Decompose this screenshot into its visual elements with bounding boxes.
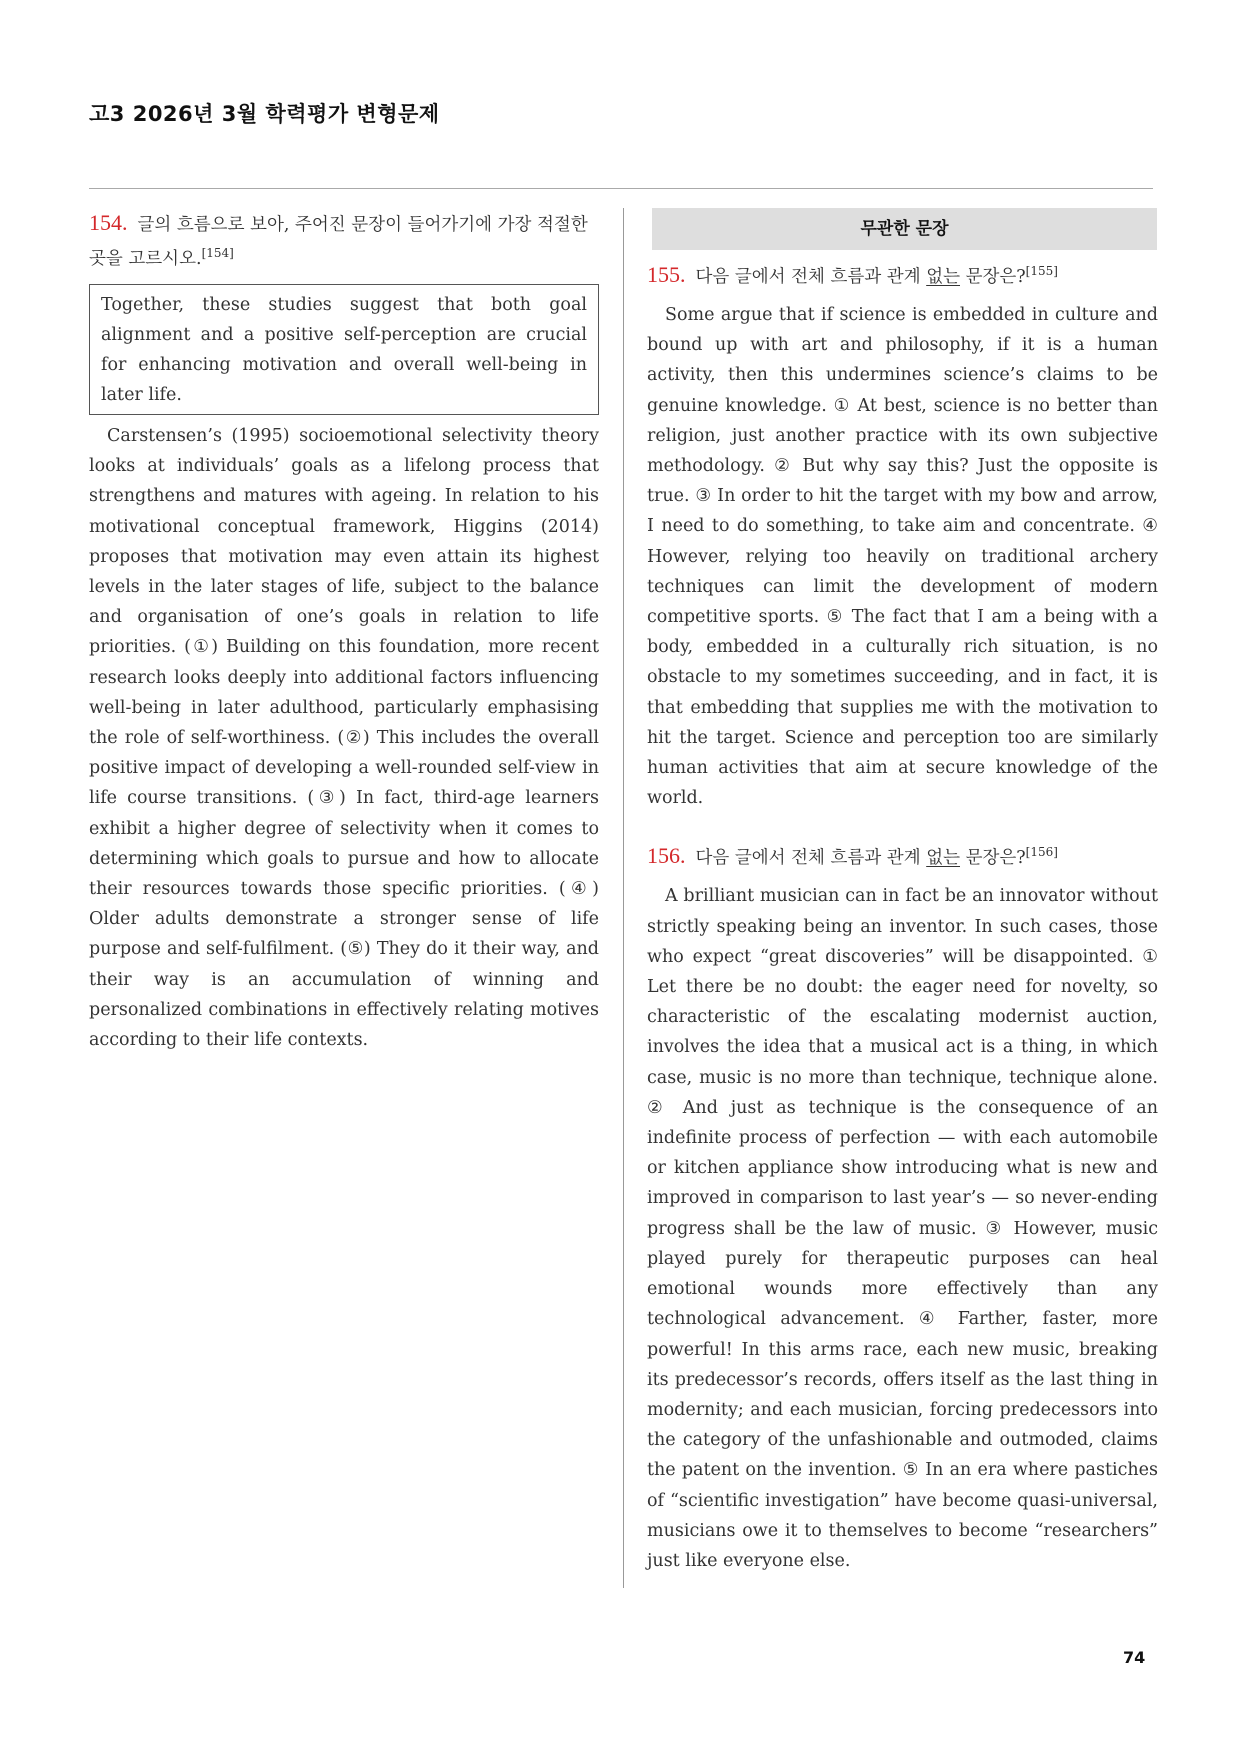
question-156-number: 156. [647,843,686,869]
question-155-passage: Some argue that if science is embedded in culture and bound up with art and philosophy, if it is a human activity, then this undermines science’s claims to be genuine knowledge. ① At best, science is no better than religion, just another practice with its own subjective methodology. ② But why say this? Just the opposite is true. ③ In order to hit the target with my bow and arrow, I need to do something, to take aim and concentrate. ④ However, relying too heavily on traditional archery techniques can limit the development of modern competitive sports. ⑤ The fact that I am a being with a body, embedded in a culturally rich situation, is no obstacle to my sometimes succeeding, and in fact, it is that embedding that supplies me with the motivation to hit the target. Science and perception too are similarly human activities that aim at secure knowledge of the world. [647,305,1158,809]
question-155-ref: [155] [1025,264,1058,279]
question-155-prompt-after: 문장은? [960,267,1026,287]
question-156-heading [647,839,1158,875]
section-banner: 무관한 문장 [652,208,1157,250]
header-divider [89,188,1153,189]
question-156-prompt-after: 문장은? [960,848,1026,869]
question-155-heading [647,258,1158,294]
left-column [89,206,599,1055]
question-154-ref: [154] [201,246,234,261]
question-156-ref: [156] [1025,845,1058,860]
question-154-number: 154. [89,210,128,235]
given-sentence-box: Together, these studies suggest that both goal alignment and a positive self-perception are crucial for enhancing motivation and overall well-being in later life. [89,284,599,415]
column-divider [623,208,624,1588]
page-header-title: 고3 2026년 3월 학력평가 변형문제 [89,102,440,126]
question-154-heading [89,206,599,276]
question-155-prompt-emphasis: 없는 [926,267,960,287]
right-column [647,208,1158,1576]
question-156-passage: A brilliant musician can in fact be an innovator without strictly speaking being an inventor. In such cases, those who expect “great discoveries” will be disappointed. ① Let there be no doubt: the eager need for novelty, so characteristic of the escalating modernist auction, involves the idea that a musical act is a thing, in which case, music is no more than technique, technique alone. ② And just as technique is the consequence of an indefinite process of perfection — with each automobile or kitchen appliance show introducing what is new and improved in comparison to last year’s — so never-ending progress shall be the law of music. ③ However, music played purely for therapeutic purposes can heal emotional wounds more effectively than any technological advancement. ④ Farther, faster, more powerful! In this arms race, each new music, breaking its predecessor’s records, offers itself as the last thing in modernity; and each musician, forcing predecessors into the category of the unfashionable and outmoded, claims the patent on the invention. ⑤ In an era where pastiches of “scientific investigation” have become quasi-universal, musicians owe it to themselves to become “researchers” just like everyone else. [647,886,1158,1571]
question-156-prompt-before: 다음 글에서 전체 흐름과 관계 [695,848,927,869]
question-154-passage: Carstensen’s (1995) socioemotional selectivity theory looks at individuals’ goals as a lifelong process that strengthens and matures with ageing. In relation to his motivational conceptual framework, Higgins (2014) proposes that motivation may even attain its highest levels in the later stages of life, subject to the balance and organisation of one’s goals in relation to life priorities. (①) Building on this foundation, more recent research looks deeply into additional factors influencing well-being in later adulthood, particularly emphasising the role of self-worthiness. (②) This includes the overall positive impact of developing a well-rounded self-view in life course transitions. (③) In fact, third-age learners exhibit a higher degree of selectivity when it comes to determining which goals to pursue and how to allocate their resources towards those specific priorities. (④) Older adults demonstrate a stronger sense of life purpose and self-fulfilment. (⑤) They do it their way, and their way is an accumulation of winning and personalized combinations in effectively relating motives according to their life contexts. [89,426,599,1051]
question-155-prompt-before: 다음 글에서 전체 흐름과 관계 [695,267,927,287]
question-155-number: 155. [647,262,686,287]
page-number: 74 [1123,1648,1146,1667]
question-156-prompt-emphasis: 없는 [926,848,960,869]
question-154-prompt: 글의 흐름으로 보아, 주어진 문장이 들어가기에 가장 적절한 곳을 고르시오. [89,215,588,269]
